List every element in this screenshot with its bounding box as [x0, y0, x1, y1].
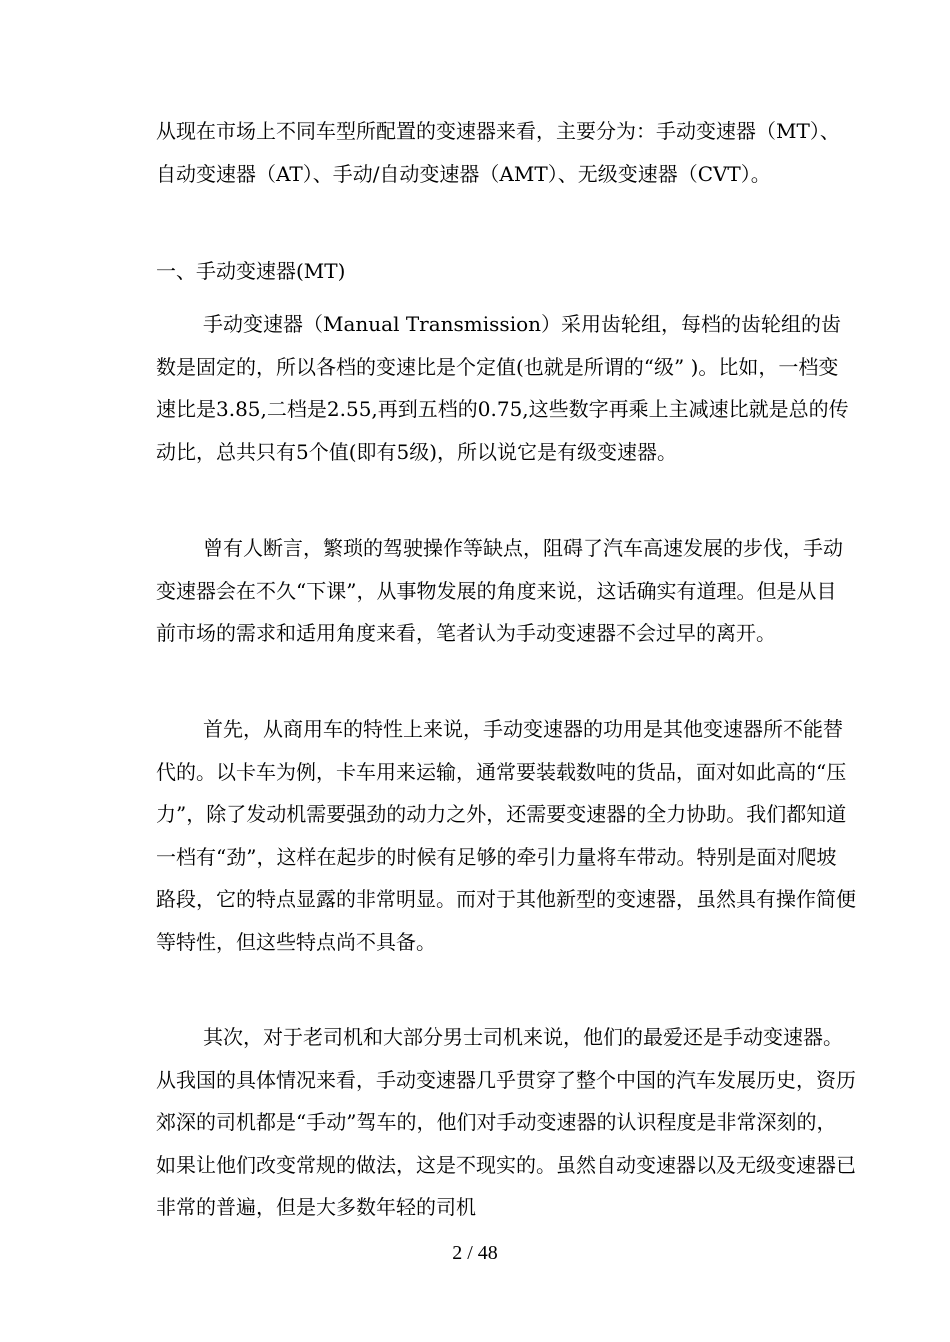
body-paragraph: 手动变速器（Manual Transmission）采用齿轮组，每档的齿轮组的齿数是固定的，所以各档的变速比是个定值(也就是所谓的“级” )。比如，一档变速比是3.85,二档是2.55,再到五档的0.75,这些数字再乘上主减速比就是总的传动比，总共只有5个值(即有5级)，所以说它是有级变速器。: [156, 312, 849, 464]
page-number: 2 / 48: [452, 1242, 498, 1264]
body-paragraph: 曾有人断言，繁琐的驾驶操作等缺点，阻碍了汽车高速发展的步伐，手动变速器会在不久“下课”，从事物发展的角度来说，这话确实有道理。但是从目前市场的需求和适用角度来看，笔者认为手动变速器不会过早的离开。: [156, 536, 843, 645]
body-paragraph: 其次，对于老司机和大部分男士司机来说，他们的最爱还是手动变速器。从我国的具体情况来看，手动变速器几乎贯穿了整个中国的汽车发展历史，资历郊深的司机都是“手动”驾车的，他们对手动变速器的认识程度是非常深刻的，如果让他们改变常规的做法，这是不现实的。虽然自动变速器以及无级变速器已非常的普遍，但是大多数年轻的司机: [156, 1025, 856, 1219]
intro-paragraph: 从现在市场上不同车型所配置的变速器来看，主要分为：手动变速器（MT）、自动变速器（AT）、手动/自动变速器（AMT）、无级变速器（CVT）。: [156, 119, 840, 186]
section-heading: 一、手动变速器(MT): [156, 259, 346, 283]
body-paragraph: 首先，从商用车的特性上来说，手动变速器的功用是其他变速器所不能替代的。以卡车为例，卡车用来运输，通常要装载数吨的货品，面对如此高的“压力”，除了发动机需要强劲的动力之外，还需要变速器的全力协助。我们都知道一档有“劲”，这样在起步的时候有足够的牵引力量将车带动。特别是面对爬坡路段，它的特点显露的非常明显。而对于其他新型的变速器，虽然具有操作简便等特性，但这些特点尚不具备。: [156, 717, 856, 954]
